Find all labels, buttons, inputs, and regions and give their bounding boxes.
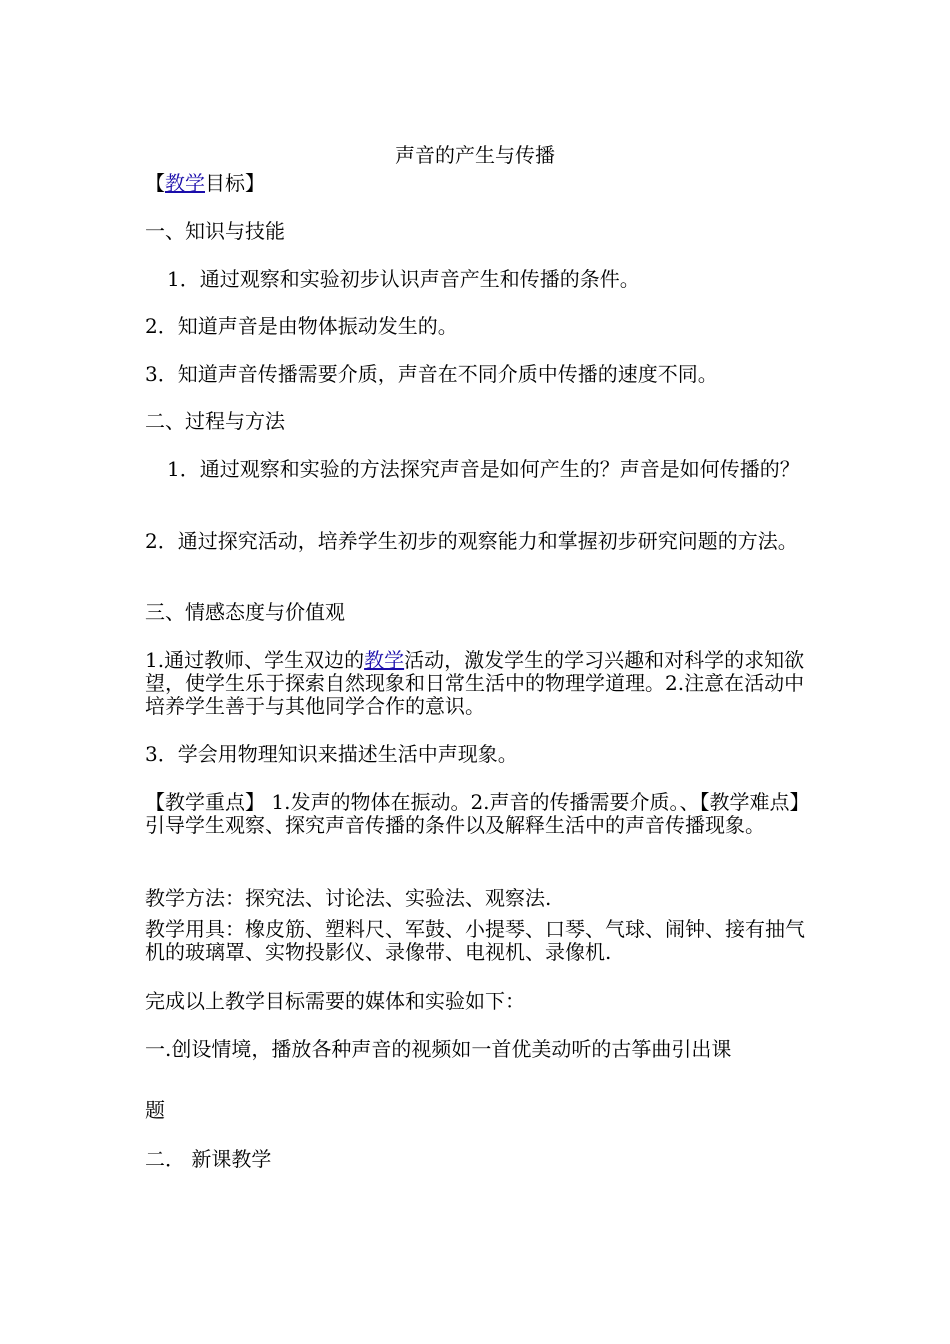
teaching-link[interactable]: 教学 [364, 648, 405, 672]
list-item [145, 649, 813, 718]
document-title: 声音的产生与传播 [395, 143, 555, 167]
step-create-situation-cont: 题 [145, 1098, 165, 1122]
section-heading-knowledge: 一、知识与技能 [145, 219, 285, 243]
list-item: 3．知道声音传播需要介质，声音在不同介质中传播的速度不同。 [145, 362, 718, 386]
section-heading-process: 二、过程与方法 [145, 409, 285, 433]
teaching-link[interactable]: 教学 [165, 171, 205, 195]
methods-line: 教学方法：探究法、讨论法、实验法、观察法. [145, 886, 552, 910]
list-item: 1．通过观察和实验的方法探究声音是如何产生的？声音是如何传播的？ [167, 457, 800, 481]
step-new-lesson: 二． 新课教学 [145, 1147, 272, 1171]
list-item: 1．通过观察和实验初步认识声音产生和传播的条件。 [167, 267, 640, 291]
objective-header [145, 172, 813, 195]
item-text-before: 1.通过教师、学生双边的 [145, 648, 365, 672]
step-create-situation: 一.创设情境，播放各种声音的视频如一首优美动听的古筝曲引出课 [145, 1037, 732, 1061]
objective-header-rest: 目标】 [205, 171, 265, 195]
item-text-after: 活动，激发学生的学习兴趣和对科学的求知欲望，使学生乐于探索自然现象和日常生活中的物理学道理。2.注意在活动中培养学生善于与其他同学合作的意识。 [145, 648, 805, 718]
list-item: 2．知道声音是由物体振动发生的。 [145, 314, 458, 338]
tools-paragraph: 教学用具：橡皮筋、塑料尺、军鼓、小提琴、口琴、气球、闹钟、接有抽气机的玻璃罩、实物投影仪、录像带、电视机、录像机. [145, 917, 805, 964]
list-item: 2．通过探究活动，培养学生初步的观察能力和掌握初步研究问题的方法。 [145, 529, 798, 553]
media-intro: 完成以上教学目标需要的媒体和实验如下： [145, 989, 525, 1013]
bracket-open: 【 [145, 171, 165, 195]
list-item: 3．学会用物理知识来描述生活中声现象。 [145, 742, 518, 766]
key-points-paragraph: 【教学重点】 1.发声的物体在振动。2.声音的传播需要介质。、【教学难点】引导学生观察、探究声音传播的条件以及解释生活中的声音传播现象。 [145, 790, 810, 837]
section-heading-attitude: 三、情感态度与价值观 [145, 600, 345, 624]
